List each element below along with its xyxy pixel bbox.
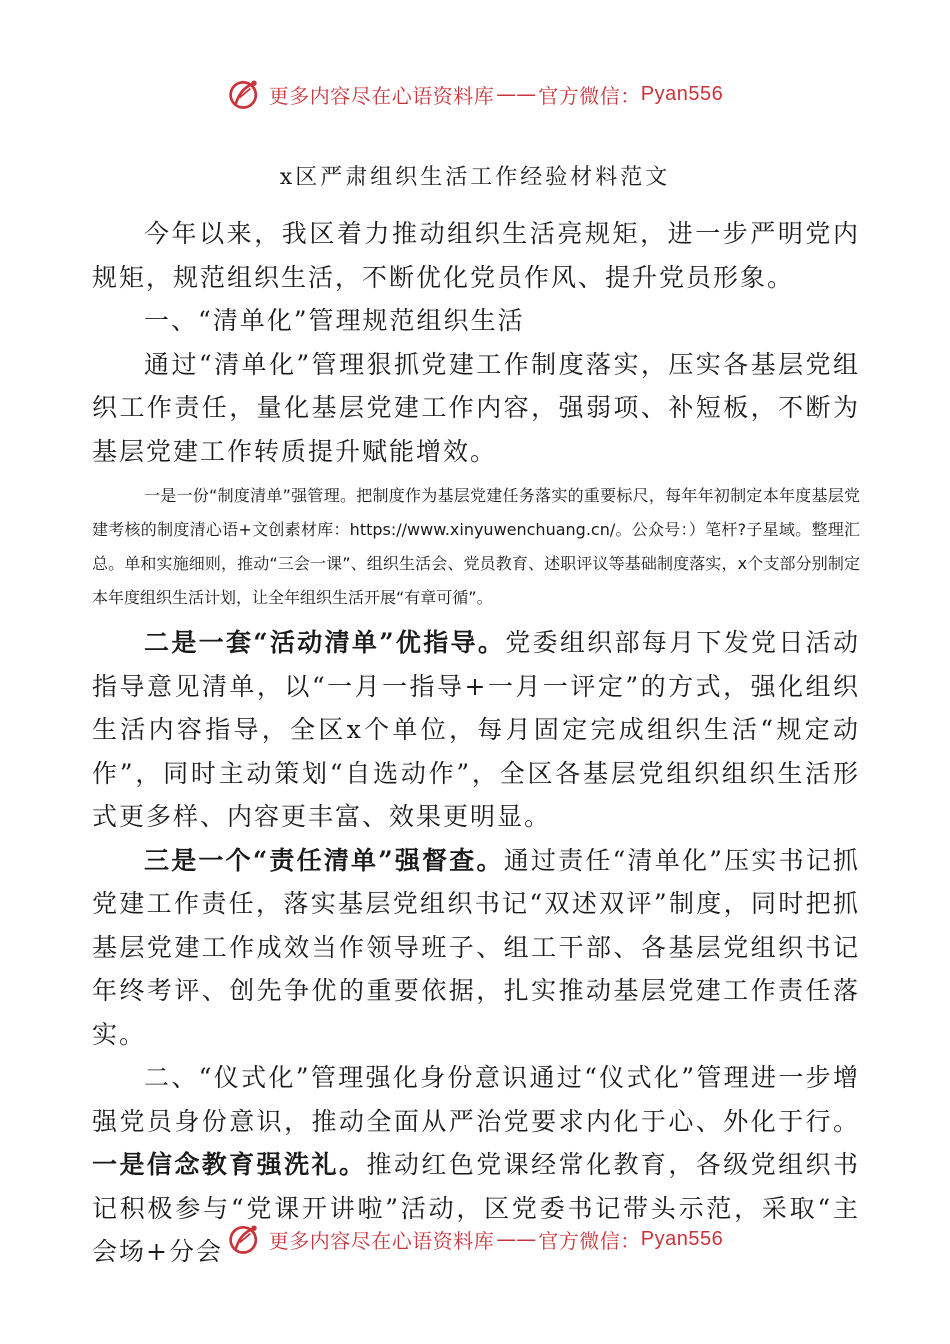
watermark-footer	[0, 1219, 950, 1259]
section-heading-1: 一、“清单化”管理规范组织生活	[144, 306, 525, 335]
paragraph-activity-list	[92, 621, 860, 839]
watermark-wechat-id: Pyan556	[640, 82, 724, 105]
paragraph-section-2-start: 二、“仪式化”管理强化身份意识通过“仪式化”管理进一步增强党员身份意识，推动全面从严治党要求内化于心、外化于行。	[92, 1063, 860, 1136]
paragraph-intro: 今年以来，我区着力推动组织生活亮规矩，进一步严明党内规矩，规范组织生活，不断优化党员作风、提升党员形象。	[92, 219, 860, 292]
paragraph-section-2-lead: 一是信念教育强洗礼。	[92, 1150, 367, 1179]
paragraph-responsibility-list-text: 通过责任“清单化”压实书记抓党建工作责任，落实基层党组织书记“双述双评”制度，同时把抓基层党建工作成效当作领导班子、组工干部、各基层党组织书记年终考评、创先争优的重要依据，扎实推动基层党建工作责任落实。	[92, 845, 860, 1049]
watermark-text: 更多内容尽在心语资料库	[268, 1228, 495, 1253]
document-body	[92, 212, 860, 1274]
brand-logo-icon	[227, 1221, 263, 1257]
paragraph-section-2-text: 推动红色党课经常化教育，各级党组织书记积极参与“党课开讲啦”活动，区党委书记带头示范，采取“主会场+分会	[92, 1150, 860, 1266]
document-title: x区严肃组织生活工作经验材料范文	[279, 165, 671, 190]
paragraph-activity-list-lead: 二是一套“活动清单”优指导。	[144, 628, 506, 657]
paragraph-system-list: 一是一份“制度清单”强管理。把制度作为基层党建任务落实的重要标尺，每年年初制定本年度基层党建考核的制度清心语+文创素材库：https://www.xinyuwenchuang.cn/。公众号：）笔杆?子星域。整理汇总。单和实施细则，推动“三会一课”、组织生活会、党员教育、述职评议等基础制度落实，x个支部分别制定本年度组织生活计划，让全年组织生活开展“有章可循”。	[92, 486, 860, 607]
watermark-wechat-label: 官方微信：	[538, 1228, 641, 1253]
paragraph-section-1-intro: 通过“清单化”管理狠抓党建工作制度落实，压实各基层党组织工作责任，量化基层党建工作内容，强弱项、补短板，不断为基层党建工作转质提升赋能增效。	[92, 349, 860, 466]
watermark-header	[0, 74, 950, 114]
paragraph-activity-list-text: 党委组织部每月下发党日活动指导意见清单，以“一月一指导+一月一评定”的方式，强化组织生活内容指导，全区x个单位，每月固定完成组织生活“规定动作”，同时主动策划“自选动作”，全区各基层党组织组织生活形式更多样、内容更丰富、效果更明显。	[92, 628, 860, 831]
watermark-separator: ——	[496, 82, 537, 106]
watermark-wechat-label: 官方微信：	[538, 83, 641, 108]
watermark-separator: ——	[496, 1227, 537, 1251]
paragraph-responsibility-list-lead: 三是一个“责任清单”强督查。	[144, 845, 504, 875]
watermark-text: 更多内容尽在心语资料库	[268, 83, 495, 108]
watermark-wechat-id: Pyan556	[640, 1227, 724, 1250]
brand-logo-icon	[227, 76, 263, 112]
paragraph-responsibility-list	[92, 839, 860, 1057]
